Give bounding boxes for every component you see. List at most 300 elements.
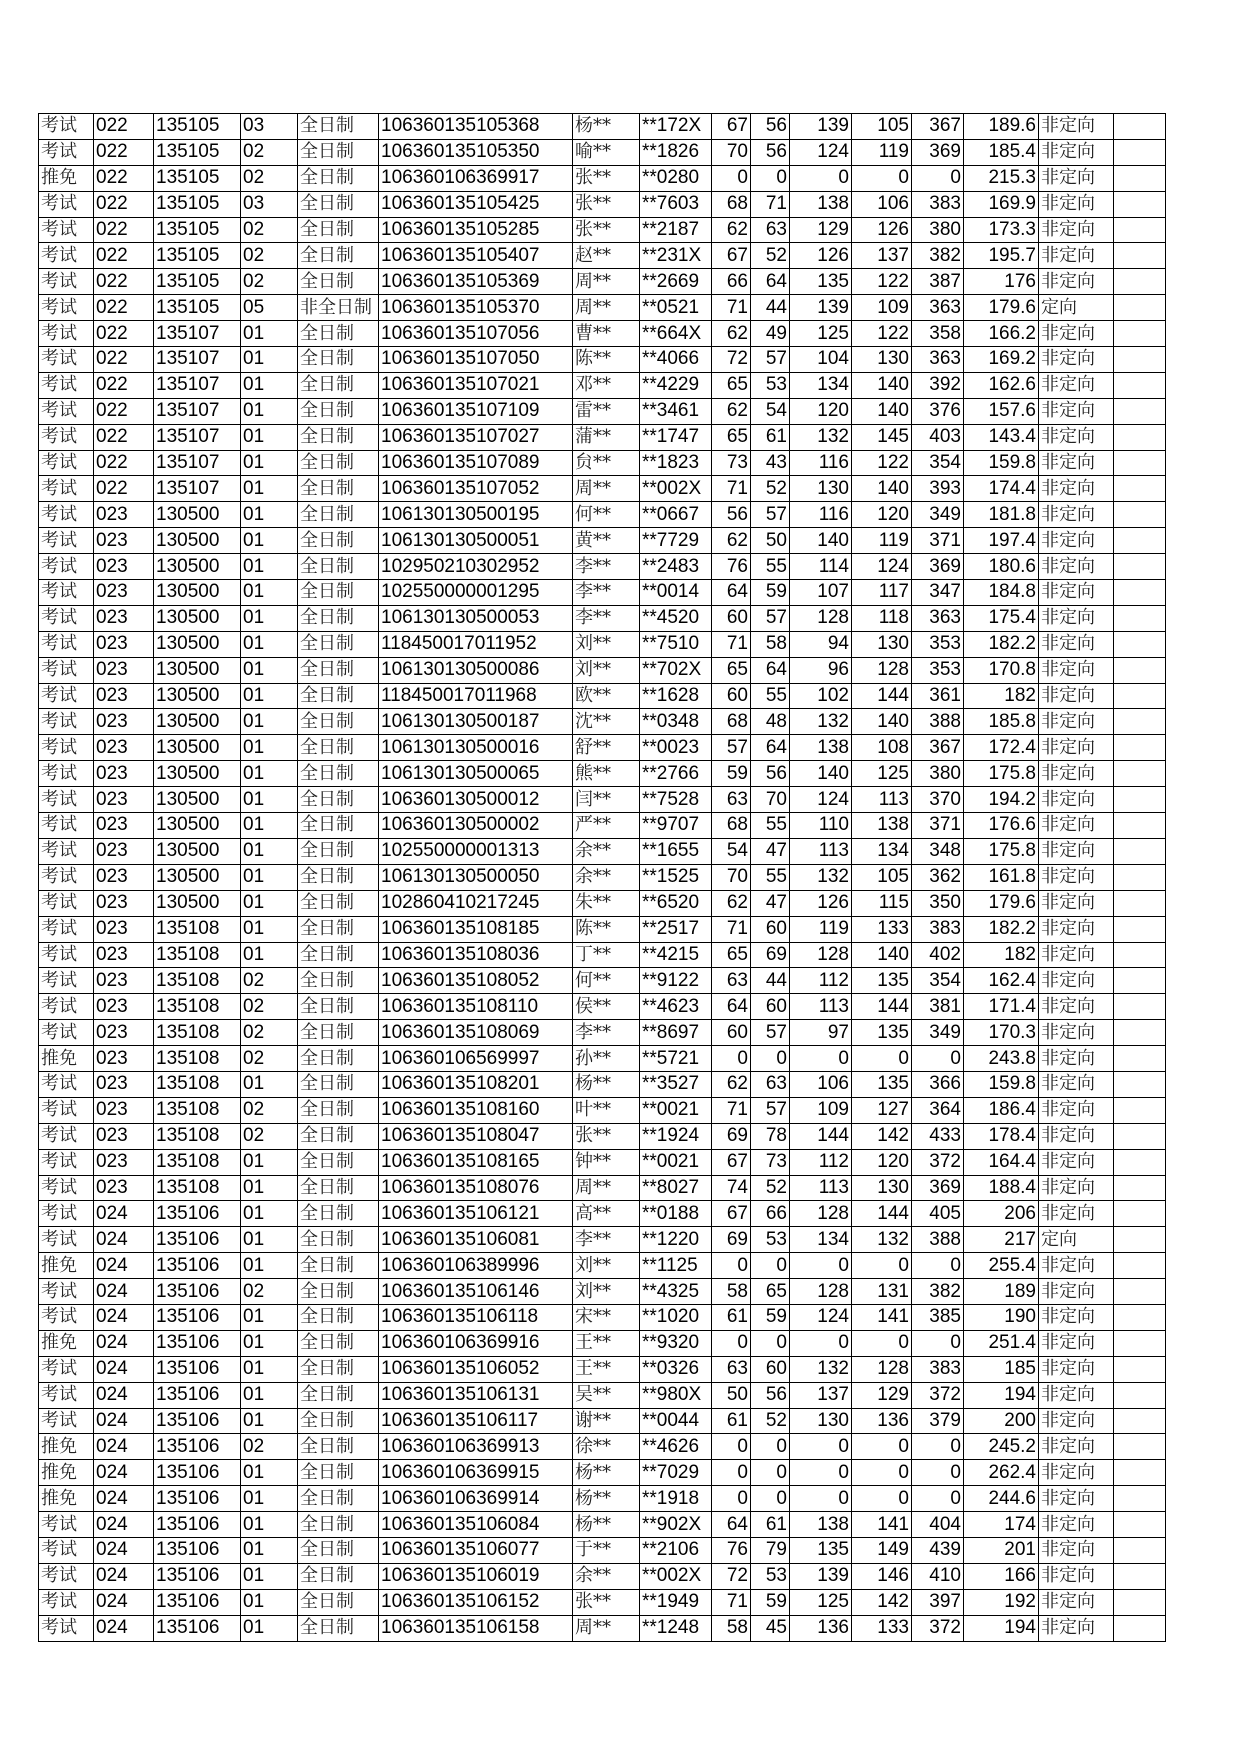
candidate-name-cell: 刘** [573,657,640,683]
subject2-score-cell: 122 [852,321,912,347]
dept-code-cell: 023 [94,994,154,1020]
study-mode-cell: 非全日制 [298,295,379,321]
subject1-score-cell: 109 [790,1097,852,1123]
subject1-score-cell: 139 [790,1563,852,1589]
composite-score-cell: 164.4 [964,1149,1039,1175]
dept-code-cell: 024 [94,1279,154,1305]
major-code-cell: 135108 [154,1097,241,1123]
subject1-score-cell: 124 [790,1304,852,1330]
dept-code-cell: 023 [94,1071,154,1097]
study-mode-cell: 全日制 [298,890,379,916]
id-suffix-cell: **4215 [640,942,712,968]
politics-score-cell: 70 [712,864,751,890]
candidate-name-cell: 刘** [573,1253,640,1279]
subject2-score-cell: 138 [852,813,912,839]
direction-code-cell: 01 [241,476,298,502]
exam-type-cell: 考试 [39,1201,94,1227]
candidate-name-cell: 张** [573,1589,640,1615]
orientation-cell: 非定向 [1039,1460,1114,1486]
exam-type-cell: 考试 [39,321,94,347]
dept-code-cell: 024 [94,1382,154,1408]
study-mode-cell: 全日制 [298,502,379,528]
table-row [39,761,1166,787]
candidate-name-cell: 陈** [573,916,640,942]
dept-code-cell: 022 [94,450,154,476]
candidate-name-cell: 叶** [573,1097,640,1123]
politics-score-cell: 56 [712,502,751,528]
subject2-score-cell: 146 [852,1563,912,1589]
subject1-score-cell: 132 [790,709,852,735]
subject1-score-cell: 126 [790,890,852,916]
table-row [39,1356,1166,1382]
total-score-cell: 383 [912,191,964,217]
candidate-name-cell: 沈** [573,709,640,735]
subject1-score-cell: 138 [790,191,852,217]
subject1-score-cell: 129 [790,217,852,243]
subject2-score-cell: 122 [852,450,912,476]
orientation-cell: 非定向 [1039,838,1114,864]
orientation-cell: 非定向 [1039,657,1114,683]
composite-score-cell: 166.2 [964,321,1039,347]
subject1-score-cell: 112 [790,968,852,994]
id-suffix-cell: **702X [640,657,712,683]
politics-score-cell: 72 [712,1563,751,1589]
blank-cell [1114,243,1166,269]
subject1-score-cell: 125 [790,321,852,347]
english-score-cell: 0 [751,1460,790,1486]
table-row [39,864,1166,890]
dept-code-cell: 023 [94,1175,154,1201]
politics-score-cell: 65 [712,424,751,450]
table-row [39,1589,1166,1615]
english-score-cell: 60 [751,1356,790,1382]
exam-type-cell: 考试 [39,813,94,839]
blank-cell [1114,269,1166,295]
subject2-score-cell: 131 [852,1279,912,1305]
direction-code-cell: 02 [241,1020,298,1046]
orientation-cell: 非定向 [1039,787,1114,813]
exam-type-cell: 考试 [39,942,94,968]
candidate-name-cell: 侯** [573,994,640,1020]
orientation-cell: 非定向 [1039,191,1114,217]
subject1-score-cell: 113 [790,994,852,1020]
total-score-cell: 402 [912,942,964,968]
subject2-score-cell: 141 [852,1304,912,1330]
composite-score-cell: 185.4 [964,139,1039,165]
blank-cell [1114,398,1166,424]
subject2-score-cell: 115 [852,890,912,916]
composite-score-cell: 194 [964,1615,1039,1641]
blank-cell [1114,347,1166,373]
id-suffix-cell: **7603 [640,191,712,217]
total-score-cell: 379 [912,1408,964,1434]
table-row [39,1408,1166,1434]
study-mode-cell: 全日制 [298,813,379,839]
direction-code-cell: 01 [241,735,298,761]
direction-code-cell: 01 [241,605,298,631]
study-mode-cell: 全日制 [298,1512,379,1538]
major-code-cell: 130500 [154,709,241,735]
study-mode-cell: 全日制 [298,1123,379,1149]
subject1-score-cell: 132 [790,424,852,450]
table-row [39,1123,1166,1149]
orientation-cell: 非定向 [1039,139,1114,165]
study-mode-cell: 全日制 [298,217,379,243]
id-suffix-cell: **4520 [640,605,712,631]
composite-score-cell: 162.4 [964,968,1039,994]
subject2-score-cell: 135 [852,1071,912,1097]
orientation-cell: 非定向 [1039,1589,1114,1615]
blank-cell [1114,1615,1166,1641]
english-score-cell: 0 [751,1253,790,1279]
orientation-cell: 非定向 [1039,683,1114,709]
candidate-id-cell: 106360135105370 [379,295,573,321]
exam-type-cell: 推免 [39,1330,94,1356]
orientation-cell: 非定向 [1039,165,1114,191]
exam-type-cell: 考试 [39,295,94,321]
candidate-name-cell: 杨** [573,1486,640,1512]
blank-cell [1114,1279,1166,1305]
study-mode-cell: 全日制 [298,709,379,735]
total-score-cell: 367 [912,114,964,140]
english-score-cell: 55 [751,683,790,709]
exam-type-cell: 推免 [39,1253,94,1279]
candidate-name-cell: 钟** [573,1149,640,1175]
subject1-score-cell: 116 [790,450,852,476]
major-code-cell: 135105 [154,295,241,321]
politics-score-cell: 71 [712,476,751,502]
blank-cell [1114,1020,1166,1046]
candidate-id-cell: 118450017011968 [379,683,573,709]
total-score-cell: 388 [912,1227,964,1253]
politics-score-cell: 57 [712,735,751,761]
subject1-score-cell: 116 [790,502,852,528]
politics-score-cell: 62 [712,1071,751,1097]
dept-code-cell: 023 [94,554,154,580]
exam-type-cell: 考试 [39,1020,94,1046]
table-row [39,1201,1166,1227]
candidate-id-cell: 106360135108165 [379,1149,573,1175]
composite-score-cell: 184.8 [964,580,1039,606]
politics-score-cell: 61 [712,1408,751,1434]
total-score-cell: 363 [912,347,964,373]
id-suffix-cell: **172X [640,114,712,140]
id-suffix-cell: **9707 [640,813,712,839]
composite-score-cell: 179.6 [964,890,1039,916]
candidate-name-cell: 蒲** [573,424,640,450]
direction-code-cell: 01 [241,1071,298,1097]
exam-type-cell: 考试 [39,1227,94,1253]
dept-code-cell: 022 [94,398,154,424]
composite-score-cell: 194 [964,1382,1039,1408]
blank-cell [1114,295,1166,321]
candidate-id-cell: 106360135105369 [379,269,573,295]
blank-cell [1114,139,1166,165]
exam-type-cell: 考试 [39,1356,94,1382]
candidate-id-cell: 106360135108036 [379,942,573,968]
english-score-cell: 57 [751,347,790,373]
politics-score-cell: 63 [712,1356,751,1382]
english-score-cell: 56 [751,114,790,140]
study-mode-cell: 全日制 [298,735,379,761]
major-code-cell: 135106 [154,1382,241,1408]
blank-cell [1114,942,1166,968]
orientation-cell: 非定向 [1039,1279,1114,1305]
english-score-cell: 52 [751,1408,790,1434]
direction-code-cell: 01 [241,1382,298,1408]
candidate-name-cell: 舒** [573,735,640,761]
subject1-score-cell: 132 [790,864,852,890]
blank-cell [1114,1408,1166,1434]
direction-code-cell: 01 [241,683,298,709]
table-row [39,1020,1166,1046]
exam-type-cell: 考试 [39,528,94,554]
composite-score-cell: 189 [964,1279,1039,1305]
candidate-id-cell: 106360106369913 [379,1434,573,1460]
table-row [39,890,1166,916]
major-code-cell: 130500 [154,787,241,813]
politics-score-cell: 60 [712,605,751,631]
major-code-cell: 135106 [154,1537,241,1563]
id-suffix-cell: **7029 [640,1460,712,1486]
subject2-score-cell: 105 [852,114,912,140]
subject1-score-cell: 134 [790,1227,852,1253]
id-suffix-cell: **231X [640,243,712,269]
direction-code-cell: 01 [241,1408,298,1434]
subject1-score-cell: 136 [790,1615,852,1641]
dept-code-cell: 022 [94,165,154,191]
candidate-id-cell: 106360135108076 [379,1175,573,1201]
subject2-score-cell: 129 [852,1382,912,1408]
total-score-cell: 383 [912,1356,964,1382]
candidate-id-cell: 106360135108110 [379,994,573,1020]
direction-code-cell: 01 [241,813,298,839]
major-code-cell: 135108 [154,1149,241,1175]
english-score-cell: 58 [751,631,790,657]
major-code-cell: 135106 [154,1408,241,1434]
english-score-cell: 65 [751,1279,790,1305]
table-row [39,476,1166,502]
table-row [39,424,1166,450]
orientation-cell: 非定向 [1039,1149,1114,1175]
subject2-score-cell: 142 [852,1589,912,1615]
subject2-score-cell: 0 [852,165,912,191]
id-suffix-cell: **1826 [640,139,712,165]
subject2-score-cell: 0 [852,1046,912,1072]
major-code-cell: 130500 [154,864,241,890]
orientation-cell: 非定向 [1039,1175,1114,1201]
direction-code-cell: 01 [241,631,298,657]
english-score-cell: 52 [751,243,790,269]
study-mode-cell: 全日制 [298,1330,379,1356]
table-row [39,605,1166,631]
table-row [39,1279,1166,1305]
subject2-score-cell: 130 [852,1175,912,1201]
blank-cell [1114,528,1166,554]
total-score-cell: 372 [912,1382,964,1408]
subject2-score-cell: 144 [852,683,912,709]
direction-code-cell: 01 [241,761,298,787]
total-score-cell: 358 [912,321,964,347]
major-code-cell: 130500 [154,890,241,916]
composite-score-cell: 169.9 [964,191,1039,217]
blank-cell [1114,683,1166,709]
exam-type-cell: 考试 [39,114,94,140]
english-score-cell: 60 [751,916,790,942]
candidate-name-cell: 周** [573,295,640,321]
table-row [39,1563,1166,1589]
id-suffix-cell: **2517 [640,916,712,942]
dept-code-cell: 023 [94,1020,154,1046]
study-mode-cell: 全日制 [298,191,379,217]
candidate-id-cell: 106360130500002 [379,813,573,839]
politics-score-cell: 67 [712,114,751,140]
politics-score-cell: 61 [712,1304,751,1330]
candidate-id-cell: 106360135107109 [379,398,573,424]
study-mode-cell: 全日制 [298,1408,379,1434]
table-row [39,372,1166,398]
composite-score-cell: 159.8 [964,450,1039,476]
english-score-cell: 43 [751,450,790,476]
subject2-score-cell: 128 [852,657,912,683]
politics-score-cell: 0 [712,1253,751,1279]
exam-type-cell: 考试 [39,1589,94,1615]
subject2-score-cell: 122 [852,269,912,295]
english-score-cell: 61 [751,424,790,450]
subject1-score-cell: 139 [790,114,852,140]
dept-code-cell: 022 [94,476,154,502]
blank-cell [1114,217,1166,243]
orientation-cell: 非定向 [1039,1615,1114,1641]
composite-score-cell: 195.7 [964,243,1039,269]
exam-type-cell: 考试 [39,916,94,942]
english-score-cell: 70 [751,787,790,813]
subject2-score-cell: 117 [852,580,912,606]
composite-score-cell: 174.4 [964,476,1039,502]
exam-type-cell: 考试 [39,217,94,243]
politics-score-cell: 65 [712,657,751,683]
exam-type-cell: 推免 [39,1460,94,1486]
dept-code-cell: 023 [94,838,154,864]
orientation-cell: 非定向 [1039,709,1114,735]
orientation-cell: 非定向 [1039,735,1114,761]
major-code-cell: 135106 [154,1434,241,1460]
subject2-score-cell: 130 [852,347,912,373]
candidate-name-cell: 周** [573,476,640,502]
exam-type-cell: 考试 [39,838,94,864]
total-score-cell: 353 [912,657,964,683]
direction-code-cell: 01 [241,398,298,424]
subject2-score-cell: 113 [852,787,912,813]
table-row [39,450,1166,476]
blank-cell [1114,114,1166,140]
english-score-cell: 50 [751,528,790,554]
candidate-id-cell: 106360106569997 [379,1046,573,1072]
composite-score-cell: 194.2 [964,787,1039,813]
subject1-score-cell: 0 [790,1330,852,1356]
table-row [39,838,1166,864]
table-row [39,114,1166,140]
candidate-id-cell: 106360135105285 [379,217,573,243]
direction-code-cell: 05 [241,295,298,321]
major-code-cell: 135106 [154,1201,241,1227]
exam-type-cell: 考试 [39,1279,94,1305]
orientation-cell: 定向 [1039,1227,1114,1253]
direction-code-cell: 01 [241,502,298,528]
subject2-score-cell: 145 [852,424,912,450]
politics-score-cell: 0 [712,165,751,191]
politics-score-cell: 71 [712,295,751,321]
exam-type-cell: 考试 [39,580,94,606]
candidate-id-cell: 106360135108160 [379,1097,573,1123]
exam-type-cell: 考试 [39,476,94,502]
blank-cell [1114,994,1166,1020]
orientation-cell: 非定向 [1039,1434,1114,1460]
exam-type-cell: 考试 [39,657,94,683]
direction-code-cell: 02 [241,1046,298,1072]
candidate-name-cell: 丁** [573,942,640,968]
direction-code-cell: 02 [241,1434,298,1460]
blank-cell [1114,1071,1166,1097]
blank-cell [1114,450,1166,476]
table-row [39,554,1166,580]
candidate-id-cell: 106360135106052 [379,1356,573,1382]
blank-cell [1114,1512,1166,1538]
subject1-score-cell: 0 [790,165,852,191]
candidate-name-cell: 朱** [573,890,640,916]
blank-cell [1114,813,1166,839]
id-suffix-cell: **0188 [640,1201,712,1227]
politics-score-cell: 64 [712,994,751,1020]
table-row [39,580,1166,606]
candidate-name-cell: 周** [573,269,640,295]
composite-score-cell: 197.4 [964,528,1039,554]
id-suffix-cell: **1918 [640,1486,712,1512]
orientation-cell: 非定向 [1039,243,1114,269]
orientation-cell: 非定向 [1039,1071,1114,1097]
major-code-cell: 135106 [154,1589,241,1615]
table-row [39,1175,1166,1201]
blank-cell [1114,321,1166,347]
politics-score-cell: 62 [712,890,751,916]
blank-cell [1114,1201,1166,1227]
study-mode-cell: 全日制 [298,372,379,398]
subject2-score-cell: 119 [852,528,912,554]
table-row [39,657,1166,683]
id-suffix-cell: **4325 [640,1279,712,1305]
candidate-id-cell: 106360135108185 [379,916,573,942]
subject1-score-cell: 0 [790,1046,852,1072]
english-score-cell: 53 [751,372,790,398]
composite-score-cell: 192 [964,1589,1039,1615]
exam-type-cell: 考试 [39,1408,94,1434]
candidate-id-cell: 106360135105407 [379,243,573,269]
id-suffix-cell: **1220 [640,1227,712,1253]
table-row [39,295,1166,321]
dept-code-cell: 022 [94,321,154,347]
table-row [39,165,1166,191]
subject2-score-cell: 120 [852,502,912,528]
dept-code-cell: 023 [94,580,154,606]
politics-score-cell: 69 [712,1227,751,1253]
table-row [39,398,1166,424]
exam-type-cell: 考试 [39,605,94,631]
composite-score-cell: 171.4 [964,994,1039,1020]
orientation-cell: 非定向 [1039,605,1114,631]
composite-score-cell: 182.2 [964,631,1039,657]
dept-code-cell: 024 [94,1304,154,1330]
composite-score-cell: 182 [964,942,1039,968]
